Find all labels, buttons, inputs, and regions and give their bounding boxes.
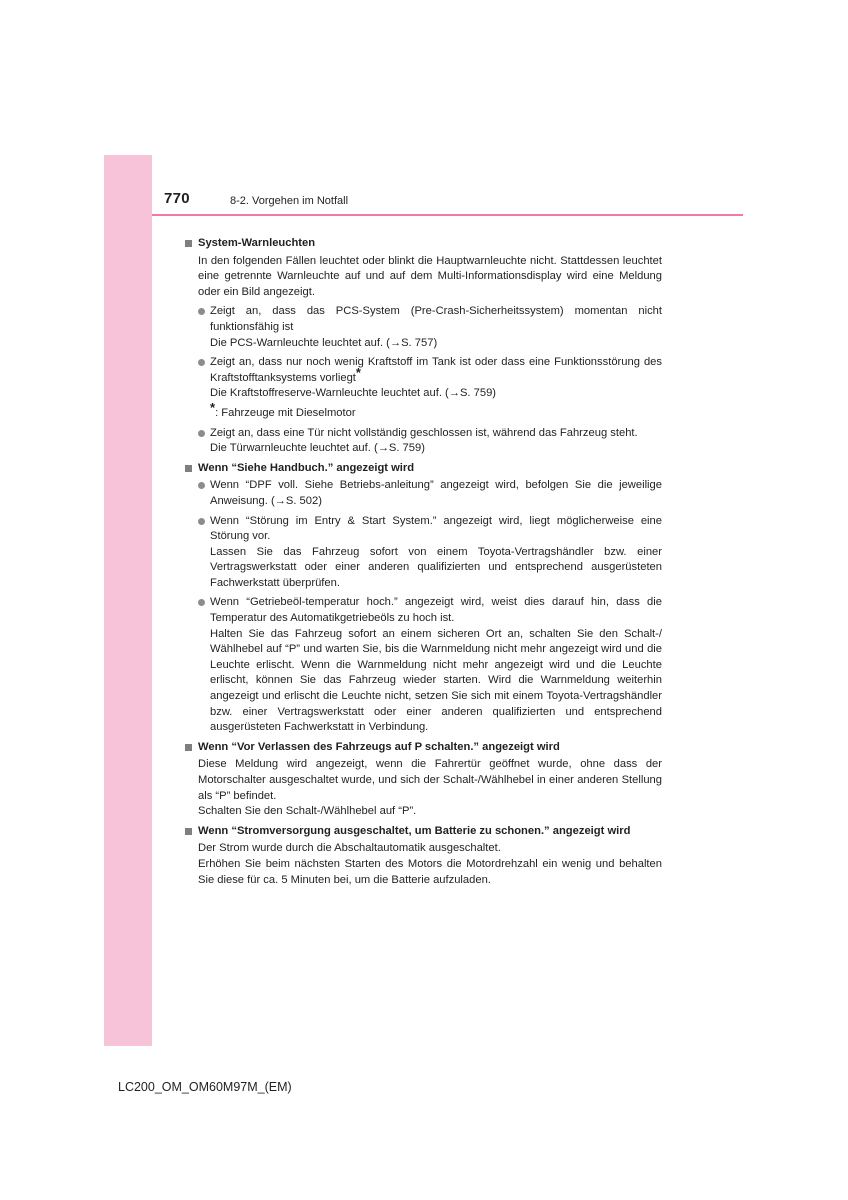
square-bullet-icon (185, 465, 192, 472)
list-item (185, 426, 662, 457)
list-item-text: Wenn “Störung im Entry & Start System.” angezeigt wird, liegt möglicherweise eine Störung vor. (210, 514, 662, 543)
circle-bullet-icon (198, 359, 205, 366)
chapter-side-tab (104, 155, 152, 1046)
circle-bullet-icon (198, 430, 205, 437)
document-code: LC200_OM_OM60M97M_(EM) (118, 1080, 292, 1094)
section-heading-siehe-handbuch (185, 461, 662, 477)
list-item-text: Zeigt an, dass das PCS-System (Pre-Crash-Sicherheitssystem) momentan nicht funktionsfähig ist (210, 305, 662, 333)
footnote-text: : Fahrzeuge mit Dieselmotor (215, 406, 356, 419)
list-item-text-wrapper (210, 355, 662, 386)
list-item-note: Die Türwarnleuchte leuchtet auf. (→S. 759) (210, 442, 425, 455)
heading-text: Wenn “Vor Verlassen des Fahrzeugs auf P schalten.” angezeigt wird (198, 740, 560, 753)
paragraph: Erhöhen Sie beim nächsten Starten des Motors die Motordrehzahl ein wenig und behalten Sie diese für ca. 5 Minuten bei, um die Batterie aufzuladen. (198, 857, 662, 886)
list-item-text: Wenn “Getriebeöl-temperatur hoch.” angezeigt wird, weist dies darauf hin, dass die Temperatur des Automatikgetriebeöls zu hoch ist. (210, 596, 662, 625)
heading-text: System-Warnleuchten (198, 237, 316, 249)
section-heading-vor-verlassen (185, 740, 662, 756)
list-item-note: Lassen Sie das Fahrzeug sofort von einem Toyota-Vertragshändler bzw. einer Vertragswerkstatt oder einer anderen qualifizierten und entsprechend ausgerüsteten Fachwerkstatt überprüfen. (210, 545, 662, 589)
list-item (185, 304, 662, 351)
circle-bullet-icon (198, 482, 205, 489)
paragraph: Schalten Sie den Schalt-/Wählhebel auf “P”. (198, 805, 417, 818)
paragraph: Diese Meldung wird angezeigt, wenn die Fahrertür geöffnet wurde, ohne dass der Motorschalter ausgeschaltet wurde, und sich der Schalt-/Wählhebel in einer anderen Stellung als “P” befindet. (198, 758, 662, 802)
list-item-text: Wenn “DPF voll. Siehe Betriebs-anleitung” angezeigt wird, befolgen Sie die jeweilige Anweisung. (→S. 502) (210, 479, 662, 507)
paragraph: In den folgenden Fällen leuchtet oder blinkt die Hauptwarnleuchte nicht. Stattdessen leuchtet eine getrennte Warnleuchte auf und auf dem Multi-Informationsdisplay wird eine Meldung oder ein Bild angezeigt. (198, 254, 662, 298)
list-item (185, 355, 662, 402)
list-item-text: Zeigt an, dass nur noch wenig Kraftstoff im Tank ist oder dass eine Funktionsstörung des Kraftstofftanksystems vorliegt (210, 356, 662, 384)
list-item-text: Zeigt an, dass eine Tür nicht vollständig geschlossen ist, während das Fahrzeug steht. (210, 426, 638, 439)
header-rule (152, 214, 743, 216)
circle-bullet-icon (198, 518, 205, 525)
list-item-note: Halten Sie das Fahrzeug sofort an einem sicheren Ort an, schalten Sie den Schalt-/ Wählhebel auf “P” und warten Sie, bis die Warnmeldung nicht mehr angezeigt wird und die Leuchte erlischt. Wenn die Warnmeldung nicht mehr angezeigt wird und die Leuchte erlischt, können Sie das Fahrzeug wieder starten. Wird die Warnmeldung weiterhin angezeigt und erlischt die Leuchte nicht, setzen Sie sich mit einem Toyota-Vertragshändler bzw. einer Vertragswerkstatt oder einer anderen qualifizierten und entsprechend ausgerüsteten Fachwerkstatt in Verbindung. (210, 627, 662, 734)
list-item-note: Die Kraftstoffreserve-Warnleuchte leuchtet auf. (→S. 759) (210, 387, 497, 400)
list-item-note: Die PCS-Warnleuchte leuchtet auf. (→S. 757) (210, 336, 438, 349)
heading-text: Wenn “Siehe Handbuch.” angezeigt wird (198, 461, 415, 474)
footnote-marker: * (355, 364, 361, 380)
heading-text: Wenn “Stromversorgung ausgeschaltet, um Batterie zu schonen.” angezeigt wird (198, 824, 631, 837)
section-heading-stromversorgung (185, 824, 662, 840)
footnote-marker: * (210, 399, 216, 415)
section-title: 8-2. Vorgehen im Notfall (230, 195, 349, 207)
section-heading-system-warnleuchten (185, 236, 662, 252)
square-bullet-icon (185, 744, 192, 751)
page-number: 770 (164, 190, 190, 207)
footnote (185, 399, 662, 422)
circle-bullet-icon (198, 599, 205, 606)
circle-bullet-icon (198, 308, 205, 315)
square-bullet-icon (185, 828, 192, 835)
paragraph: Der Strom wurde durch die Abschaltautomatik ausgeschaltet. (198, 842, 501, 855)
page-content (185, 236, 662, 888)
list-item (185, 514, 662, 592)
list-item (185, 595, 662, 735)
square-bullet-icon (185, 240, 192, 247)
list-item (185, 478, 662, 509)
